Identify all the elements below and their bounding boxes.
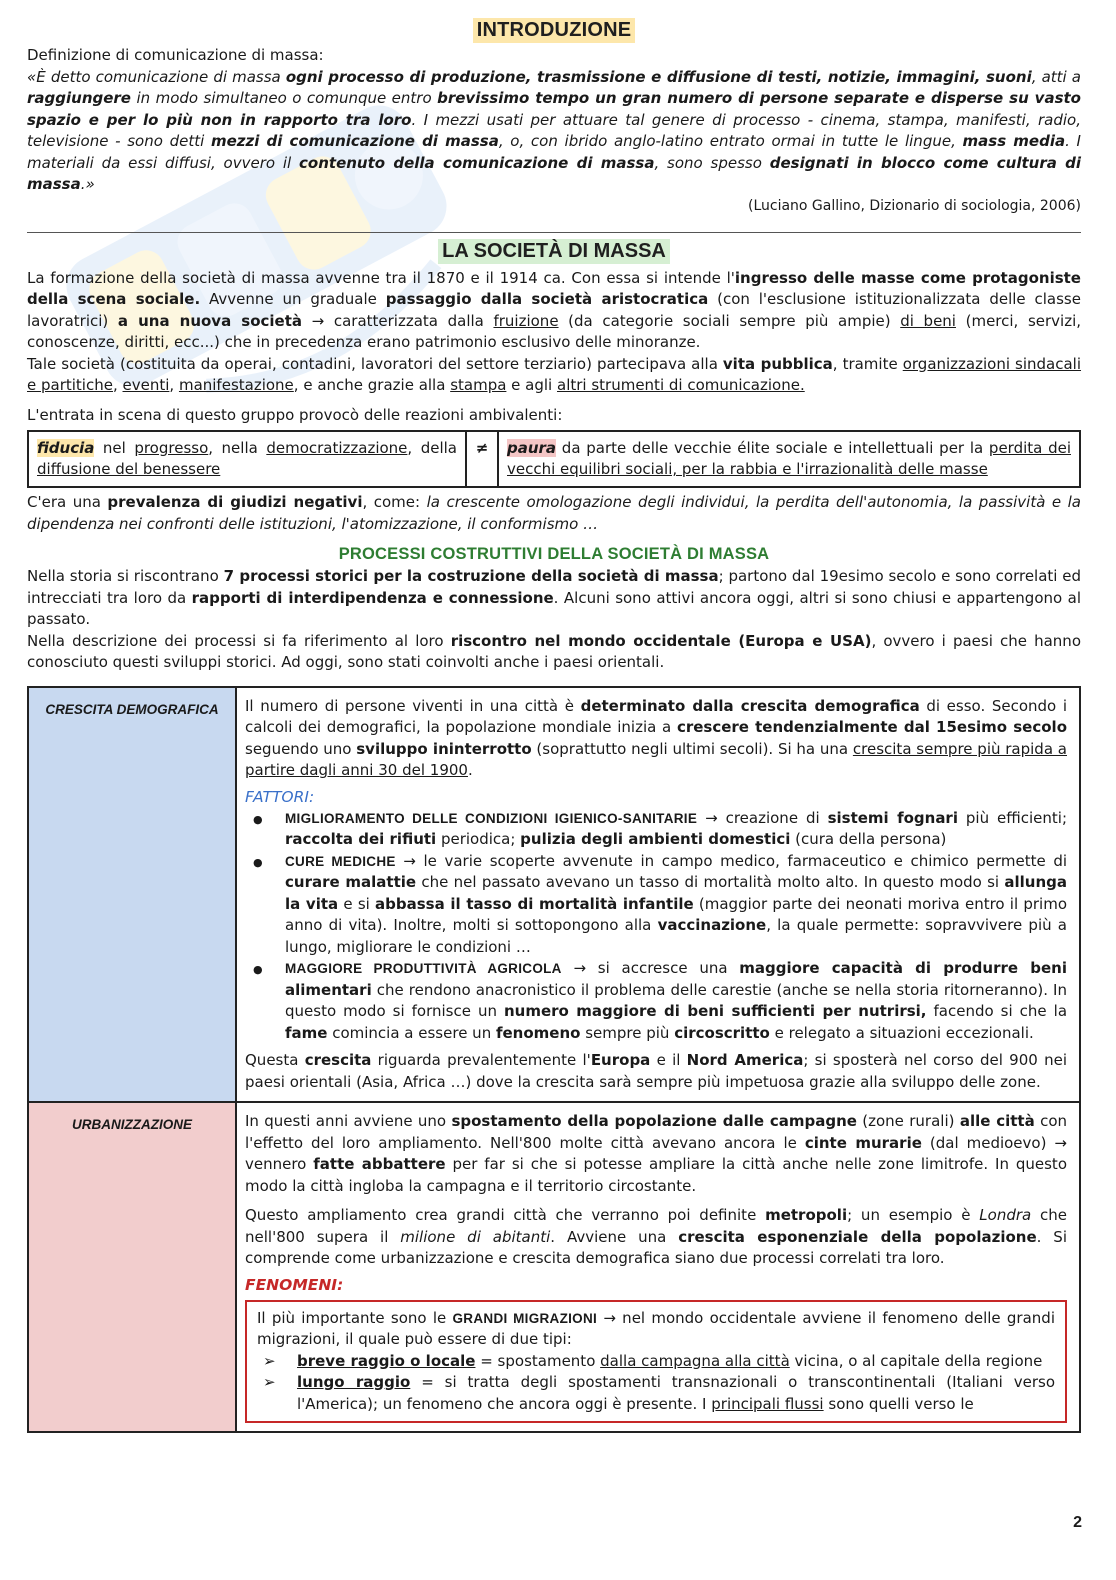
page-number: 2	[1073, 1514, 1082, 1531]
migrazioni-list	[257, 1351, 1055, 1416]
page	[27, 18, 1081, 1433]
societa-paragraph-2: Tale società (costituita da operai, contadini, lavoratori del settore terziario) partecipava alla vita pubblica, tramite organizzazioni sindacali e partitiche, eventi, manifestazione, e anche grazie alla stampa e agli altri strumenti di comunicazione.	[27, 354, 1082, 394]
urbanizzazione-label: URBANIZZAZIONE	[28, 1102, 236, 1432]
processi-paragraph-1: Nella storia si riscontrano 7 processi storici per la costruzione della società di massa; partono dal 19esimo secolo e sono correlati ed intrecciati tra loro da rapporti di interdipendenza e connessione. Alcuni sono attivi ancora oggi, altri si sono chiusi e appartengono al passato.	[27, 567, 1082, 628]
processi-paragraph-2: Nella descrizione dei processi si fa riferimento al loro riscontro nel mondo occidentale (Europa e USA), ovvero i paesi che hanno conosciuto questi sviluppi storici. Ad oggi, sono stati coinvolti anche i paesi orientali.	[27, 631, 1081, 671]
divider	[27, 232, 1081, 233]
fattori-heading: FATTORI:	[245, 787, 315, 806]
intro-title: INTRODUZIONE	[473, 18, 636, 43]
list-item: ● MIGLIORAMENTO DELLE CONDIZIONI IGIENICO-SANITARIE → creazione di sistemi fognari più efficienti; raccolta dei rifiuti periodica; pulizia degli ambienti domestici (cura della persona)	[285, 808, 1067, 851]
societa-paragraph-1: La formazione della società di massa avvenne tra il 1870 e il 1914 ca. Con essa si intende l'ingresso delle masse come protagoniste della scena sociale. Avvenne un graduale passaggio dalla società aristocratica (con l'esclusione istituzionalizzata delle classe lavoratrici) a una nuova società → caratterizzata dalla fruizione (da categorie sociali sempre più ampie) di beni (merci, servizi, conoscenze, diritti, ecc...) che in precedenza erano patrimonio esclusivo delle minoranze.	[27, 268, 1082, 351]
intro-definition-label: Definizione di comunicazione di massa:	[27, 46, 324, 64]
list-item: ● CURE MEDICHE → le varie scoperte avvenute in campo medico, farmaceutico e chimico permette di curare malattie che nel passato avevano un tasso di mortalità molto alto. In questo modo si allunga la vita e si abbassa il tasso di mortalità infantile (maggior parte dei neonati moriva entro il primo anno di vita). Inoltre, molti si sottopongono alla vaccinazione, la quale permette: sopravvivere più a lungo, migliorare le condizioni …	[285, 851, 1067, 959]
list-item: ➢ lungo raggio = si tratta degli spostamenti transnazionali o transcontinentali (Italiani verso l'America); un fenomeno che ancora oggi è presente. I principali flussi sono quelli verso le	[297, 1372, 1055, 1415]
reactions-table	[27, 430, 1081, 488]
list-item: ● MAGGIORE PRODUTTIVITÀ AGRICOLA → si accresce una maggiore capacità di produrre beni alimentari che rendono anacronistico il problema delle carestie (anche se nella storia ritorneranno). In questo modo si fornisce un numero maggiore di beni sufficienti per nutrirsi, facendo si che la fame comincia a essere un fenomeno sempre più circoscritto e relegato a situazioni eccezionali.	[285, 958, 1067, 1044]
urbanizzazione-content: In questi anni avviene uno spostamento della popolazione dalle campagne (zone rurali) alle città con l'effetto del loro ampliamento. Nell'800 molte città avevano ancora le cinte murarie (dal medioevo) → vennero fatte abbattere per far si che si potesse ampliare la città anche nelle zone limitrofe. In questo modo la città ingloba la campagna e il territorio circostante. Questo ampliamento crea grandi città che verranno poi definite metropoli; un esempio è Londra che nell'800 supera il milione di abitanti. Avviene una crescita esponenziale della popolazione. Si comprende come urbanizzazione e crescita demografica siano due processi correlati tra loro. FENOMENI: Il più importante sono le GRANDI MIGRAZIONI → nel mondo occidentale avviene il fenomeno delle grandi migrazioni, il quale può essere di due tipi: ➢ breve raggio o locale = spostamento dalla campagna alla città vicina, o al capitale della regione ➢ lungo raggio = si tratta degli spostamenti transnazionali o transcontinentali (Italiani verso l'America); un fenomeno che ancora oggi è presente. I principali flussi sono quelli verso le	[236, 1102, 1080, 1432]
processes-table	[27, 686, 1081, 1434]
list-item: ➢ breve raggio o locale = spostamento dalla campagna alla città vicina, o al capitale della regione	[297, 1351, 1055, 1373]
intro-quote: «È detto comunicazione di massa ogni processo di produzione, trasmissione e diffusione di testi, notizie, immagini, suoni, atti a raggiungere in modo simultaneo o comunque entro brevissimo tempo un gran numero di persone separate e disperse su vasto spazio e per lo più non in rapporto tra loro. I mezzi usati per attuare tal genere di processo - cinema, stampa, manifesti, radio, televisione - sono detti mezzi di comunicazione di massa, o, con ibrido anglo-latino entrato ormai in tutte le lingue, mass media. I materiali da essi diffusi, ovvero il contenuto della comunicazione di massa, sono spesso designati in blocco come cultura di massa.»	[27, 67, 1081, 193]
processi-title: PROCESSI COSTRUTTIVI DELLA SOCIETÀ DI MASSA	[338, 545, 770, 563]
migrazioni-box: Il più importante sono le GRANDI MIGRAZIONI → nel mondo occidentale avviene il fenomeno delle grandi migrazioni, il quale può essere di due tipi: ➢ breve raggio o locale = spostamento dalla campagna alla città vicina, o al capitale della regione ➢ lungo raggio = si tratta degli spostamenti transnazionali o transcontinentali (Italiani verso l'America); un fenomeno che ancora oggi è presente. I principali flussi sono quelli verso le	[245, 1300, 1067, 1424]
intro-citation: (Luciano Gallino, Dizionario di sociologia, 2006)	[747, 197, 1081, 214]
reaction-fiducia: fiducia nel progresso, nella democratizzazione, della diffusione del benessere	[28, 431, 466, 487]
crescita-content: Il numero di persone viventi in una città è determinato dalla crescita demografica di esso. Secondo i calcoli dei demografici, la popolazione mondiale inizia a crescere tendenzialmente dal 15esimo secolo seguendo uno sviluppo ininterrotto (soprattutto negli ultimi secoli). Si ha una crescita sempre più rapida a partire dagli anni 30 del 1900. FATTORI: ● MIGLIORAMENTO DELLE CONDIZIONI IGIENICO-SANITARIE → creazione di sistemi fognari più efficienti; raccolta dei rifiuti periodica; pulizia degli ambienti domestici (cura della persona) ● CURE MEDICHE → le varie scoperte avvenute in campo medico, farmaceutico e chimico permette di curare malattie che nel passato avevano un tasso di mortalità molto alto. In questo modo si allunga la vita e si abbassa il tasso di mortalità infantile (maggior parte dei neonati moriva entro il primo anno di vita). Inoltre, molti si sottopongono alla vaccinazione, la quale permette: sopravvivere più a lungo, migliorare le condizioni … ● MAGGIORE PRODUTTIVITÀ AGRICOLA → si accresce una maggiore capacità di produrre beni alimentari che rendono anacronistico il problema delle carestie (anche se nella storia ritorneranno). In questo modo si fornisce un numero maggiore di beni sufficienti per nutrirsi, facendo si che la fame comincia a essere un fenomeno sempre più circoscritto e relegato a situazioni eccezionali. Questa crescita riguarda prevalentemente l'Europa e il Nord America; si sposterà nel corso del 900 nei paesi orientali (Asia, Africa …) dove la crescita sarà sempre più impetuosa grazie alla sviluppo delle zone.	[236, 687, 1080, 1103]
societa-title: LA SOCIETÀ DI MASSA	[438, 239, 670, 264]
crescita-label: CRESCITA DEMOGRAFICA	[28, 687, 236, 1103]
societa-paragraph-3: L'entrata in scena di questo gruppo provocò delle reazioni ambivalenti:	[27, 405, 563, 424]
fenomeni-heading: FENOMENI:	[245, 1275, 344, 1294]
reaction-paura: paura da parte delle vecchie élite sociale e intellettuali per la perdita dei vecchi equilibri sociali, per la rabbia e l'irrazionalità delle masse	[498, 431, 1080, 487]
societa-paragraph-4: C'era una prevalenza di giudizi negativi, come: la crescente omologazione degli individui, la perdita dell'autonomia, la passività e la dipendenza nei confronti delle istituzioni, l'atomizzazione, il conformismo …	[27, 493, 1081, 533]
neq-symbol: ≠	[466, 431, 498, 487]
fattori-list	[245, 808, 1067, 1045]
